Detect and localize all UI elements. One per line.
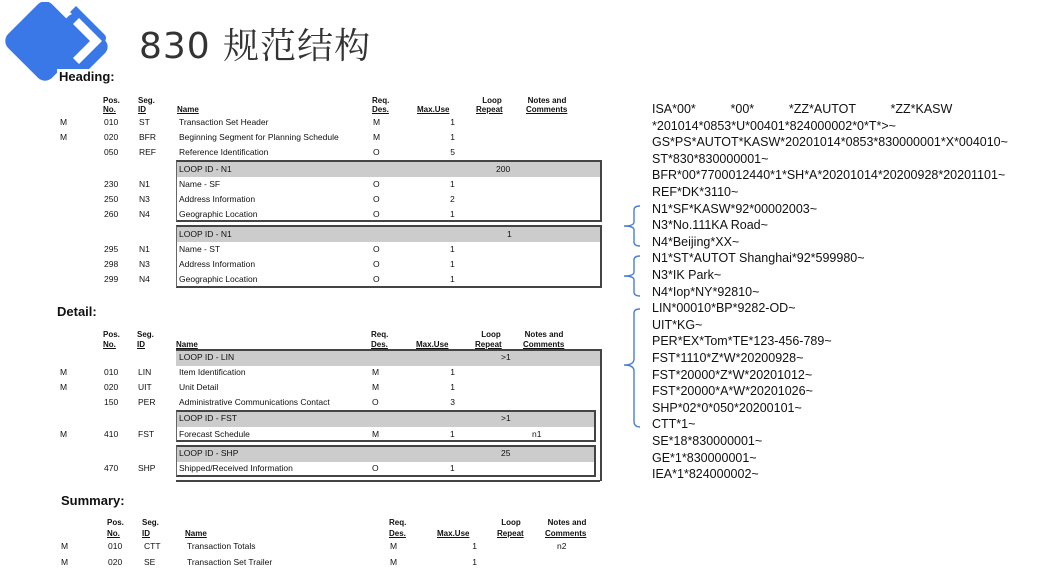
- req-des: M: [390, 557, 398, 567]
- loop-id-label: LOOP ID - FST: [179, 413, 237, 423]
- brace-lin-loop-icon: [620, 303, 644, 429]
- loop-repeat: 25: [501, 448, 511, 458]
- pos-no: 250: [104, 194, 119, 204]
- edi-line: SE*18*830000001~: [652, 434, 763, 448]
- pos-no: 410: [104, 429, 119, 439]
- max-use: 1: [450, 429, 455, 439]
- pos-no: 150: [104, 397, 119, 407]
- segment-name: Geographic Location: [179, 209, 258, 219]
- seg-id: N1: [139, 244, 150, 254]
- col-pos-label: Pos.: [103, 96, 120, 105]
- edi-line: LIN*00010*BP*9282-OD~: [652, 301, 796, 316]
- req-des: M: [372, 429, 380, 439]
- segment-name: Administrative Communications Contact: [179, 397, 330, 407]
- req-des: M: [372, 367, 380, 377]
- edi-line: REF*DK*3110~: [652, 185, 739, 199]
- col-seg-label: Seg.: [137, 330, 154, 339]
- max-use: 1: [450, 132, 455, 142]
- col-name-label: Name: [177, 105, 199, 114]
- max-use: 1: [472, 557, 477, 567]
- segment-name: Transaction Set Trailer: [187, 557, 273, 567]
- max-use: 5: [450, 147, 455, 157]
- pos-no: 299: [104, 274, 119, 284]
- edi-line: N4*Iop*NY*92810~: [652, 284, 760, 299]
- loop-header: [177, 447, 594, 462]
- seg-id: CTT: [144, 541, 161, 551]
- pos-no: 020: [104, 132, 119, 142]
- col-req-label: Req.: [389, 518, 407, 527]
- edi-line: BFR*00*7700012440*1*SH*A*20201014*20200928*20201101~: [652, 168, 1006, 183]
- col-seg-label: ID: [138, 105, 146, 114]
- max-use: 1: [450, 179, 455, 189]
- segment-name: Shipped/Received Information: [179, 463, 293, 473]
- col-req-label: Des.: [389, 529, 406, 538]
- loop-repeat: >1: [501, 352, 511, 362]
- max-use: 1: [450, 382, 455, 392]
- col-loop-label: Repeat: [476, 105, 503, 114]
- segment-name: Unit Detail: [179, 382, 219, 392]
- loop-close-line: [176, 480, 600, 482]
- col-pos-label: Pos.: [107, 518, 124, 527]
- edi-line: N1*ST*AUTOT Shanghai*92*599980~: [652, 251, 865, 266]
- col-max-label: Max.Use: [437, 529, 470, 538]
- seg-id: LIN: [138, 367, 152, 377]
- pos-no: 260: [104, 209, 119, 219]
- col-seg-label: Seg.: [142, 518, 159, 527]
- col-pos-label: No.: [103, 105, 116, 114]
- edi-line: GS*PS*AUTOT*KASW*20201014*0853*830000001*X*004010~: [652, 135, 1008, 150]
- segment-name: Beginning Segment for Planning Schedule: [179, 132, 339, 142]
- col-loop-label: Repeat: [497, 529, 524, 538]
- loop-header: [176, 351, 600, 366]
- segment-name: Address Information: [179, 259, 256, 269]
- loop-id-label: LOOP ID - SHP: [179, 448, 239, 458]
- req-flag: M: [61, 541, 69, 551]
- pos-no: 470: [104, 463, 119, 473]
- summary-section-label: Summary:: [61, 493, 125, 508]
- col-seg-label: Seg.: [138, 96, 155, 105]
- segment-name: Address Information: [179, 194, 256, 204]
- pos-no: 010: [104, 117, 119, 127]
- req-des: O: [373, 274, 380, 284]
- max-use: 1: [472, 541, 477, 551]
- edi-line: UIT*KG~: [652, 317, 703, 332]
- seg-id: SE: [144, 557, 156, 567]
- edi-line: SHP*02*0*050*20200101~: [652, 400, 802, 415]
- req-flag: M: [60, 132, 68, 142]
- max-use: 1: [450, 117, 455, 127]
- edi-line: FST*20000*A*W*20201026~: [652, 384, 813, 399]
- col-notes-label: Notes and: [524, 330, 564, 339]
- loop-header: [177, 227, 600, 242]
- notes: n1: [532, 429, 542, 439]
- pos-no: 010: [104, 367, 119, 377]
- req-flag: M: [60, 117, 68, 127]
- brace-n1-st-icon: [620, 254, 644, 298]
- loop-header: [177, 162, 600, 177]
- segment-name: Name - ST: [179, 244, 221, 254]
- seg-id: SHP: [138, 463, 156, 473]
- detail-section-label: Detail:: [57, 304, 97, 319]
- seg-id: ST: [139, 117, 150, 127]
- col-req-label: Req.: [371, 330, 389, 339]
- edi-line: FST*1110*Z*W*20200928~: [652, 351, 804, 365]
- col-notes-label: Comments: [523, 340, 565, 349]
- seg-id: PER: [138, 397, 156, 407]
- edi-line: PER*EX*Tom*TE*123-456-789~: [652, 334, 832, 349]
- seg-id: FST: [138, 429, 155, 439]
- col-loop-label: Loop: [482, 96, 502, 105]
- req-des: O: [373, 147, 380, 157]
- col-notes-label: Comments: [526, 105, 568, 114]
- edi-line: ST*830*830000001~: [652, 151, 769, 166]
- seg-id: N4: [139, 209, 150, 219]
- edi-line: *201014*0853*U*00401*824000002*0*T*>~: [652, 118, 896, 133]
- req-des: O: [373, 259, 380, 269]
- seg-id: REF: [139, 147, 156, 157]
- edi-line: FST*20000*Z*W*20201012~: [652, 367, 813, 382]
- edi-line: N1*SF*KASW*92*00002003~: [652, 201, 818, 216]
- max-use: 1: [450, 274, 455, 284]
- col-req-label: Des.: [371, 340, 388, 349]
- col-pos-label: No.: [103, 340, 116, 349]
- heading-section-label: Heading:: [59, 69, 115, 84]
- segment-name: Reference Identification: [179, 147, 269, 157]
- edi-line: IEA*1*824000002~: [652, 467, 759, 482]
- max-use: 1: [450, 244, 455, 254]
- col-max-label: Max.Use: [417, 105, 450, 114]
- req-des: M: [373, 117, 381, 127]
- loop-repeat: 200: [496, 164, 511, 174]
- col-name-label: Name: [176, 340, 198, 349]
- page-title: 830 规范结构: [139, 26, 372, 67]
- col-loop-label: Loop: [481, 330, 501, 339]
- pos-no: 230: [104, 179, 119, 189]
- pos-no: 298: [104, 259, 119, 269]
- max-use: 1: [450, 463, 455, 473]
- edi-line: CTT*1~: [652, 417, 696, 432]
- max-use: 1: [450, 367, 455, 377]
- segment-name: Name - SF: [179, 179, 221, 189]
- brace-n1-sf-icon: [620, 204, 644, 248]
- req-des: O: [373, 194, 380, 204]
- pos-no: 050: [104, 147, 119, 157]
- segment-name: Forecast Schedule: [179, 429, 250, 439]
- req-flag: M: [61, 557, 69, 567]
- req-des: O: [373, 209, 380, 219]
- max-use: 1: [450, 209, 455, 219]
- col-req-label: Des.: [372, 105, 389, 114]
- loop-repeat: >1: [501, 413, 511, 423]
- loop-id-label: LOOP ID - LIN: [179, 352, 235, 362]
- max-use: 1: [450, 259, 455, 269]
- col-pos-label: Pos.: [103, 330, 120, 339]
- req-flag: M: [60, 367, 68, 377]
- req-flag: M: [60, 382, 68, 392]
- loop-header: [177, 412, 594, 427]
- col-loop-label: Loop: [501, 518, 521, 527]
- max-use: 3: [450, 397, 455, 407]
- edi-line: GE*1*830000001~: [652, 450, 757, 465]
- edi-line: N3*No.111KA Road~: [652, 218, 768, 233]
- col-notes-label: Notes and: [527, 96, 567, 105]
- pos-no: 020: [108, 557, 123, 567]
- notes: n2: [557, 541, 567, 551]
- col-loop-label: Repeat: [475, 340, 502, 349]
- edi-line: N3*IK Park~: [652, 268, 722, 282]
- req-des: M: [373, 132, 381, 142]
- seg-id: UIT: [138, 382, 152, 392]
- loop-id-label: LOOP ID - N1: [179, 229, 232, 239]
- edi-line: N4*Beijing*XX~: [652, 234, 740, 249]
- edi-line: ISA*00* *00* *ZZ*AUTOT *ZZ*KASW: [652, 102, 953, 116]
- col-name-label: Name: [185, 529, 207, 538]
- segment-name: Transaction Totals: [187, 541, 256, 551]
- loop-repeat: 1: [507, 229, 512, 239]
- req-des: O: [372, 397, 379, 407]
- seg-id: N1: [139, 179, 150, 189]
- col-pos-label: No.: [107, 529, 120, 538]
- seg-id: N4: [139, 274, 150, 284]
- loop-id-label: LOOP ID - N1: [179, 164, 232, 174]
- seg-id: BFR: [139, 132, 156, 142]
- req-flag: M: [60, 429, 68, 439]
- col-notes-label: Notes and: [547, 518, 587, 527]
- col-seg-label: ID: [142, 529, 150, 538]
- seg-id: N3: [139, 259, 150, 269]
- segment-name: Transaction Set Header: [179, 117, 269, 127]
- req-des: M: [390, 541, 398, 551]
- pos-no: 020: [104, 382, 119, 392]
- req-des: O: [373, 244, 380, 254]
- col-seg-label: ID: [137, 340, 145, 349]
- req-des: O: [373, 179, 380, 189]
- col-max-label: Max.Use: [416, 340, 449, 349]
- seg-id: N3: [139, 194, 150, 204]
- max-use: 2: [450, 194, 455, 204]
- col-notes-label: Comments: [545, 529, 587, 538]
- pos-no: 295: [104, 244, 119, 254]
- req-des: M: [372, 382, 380, 392]
- segment-name: Item Identification: [179, 367, 246, 377]
- segment-name: Geographic Location: [179, 274, 258, 284]
- col-req-label: Req.: [372, 96, 390, 105]
- req-des: O: [372, 463, 379, 473]
- pos-no: 010: [108, 541, 123, 551]
